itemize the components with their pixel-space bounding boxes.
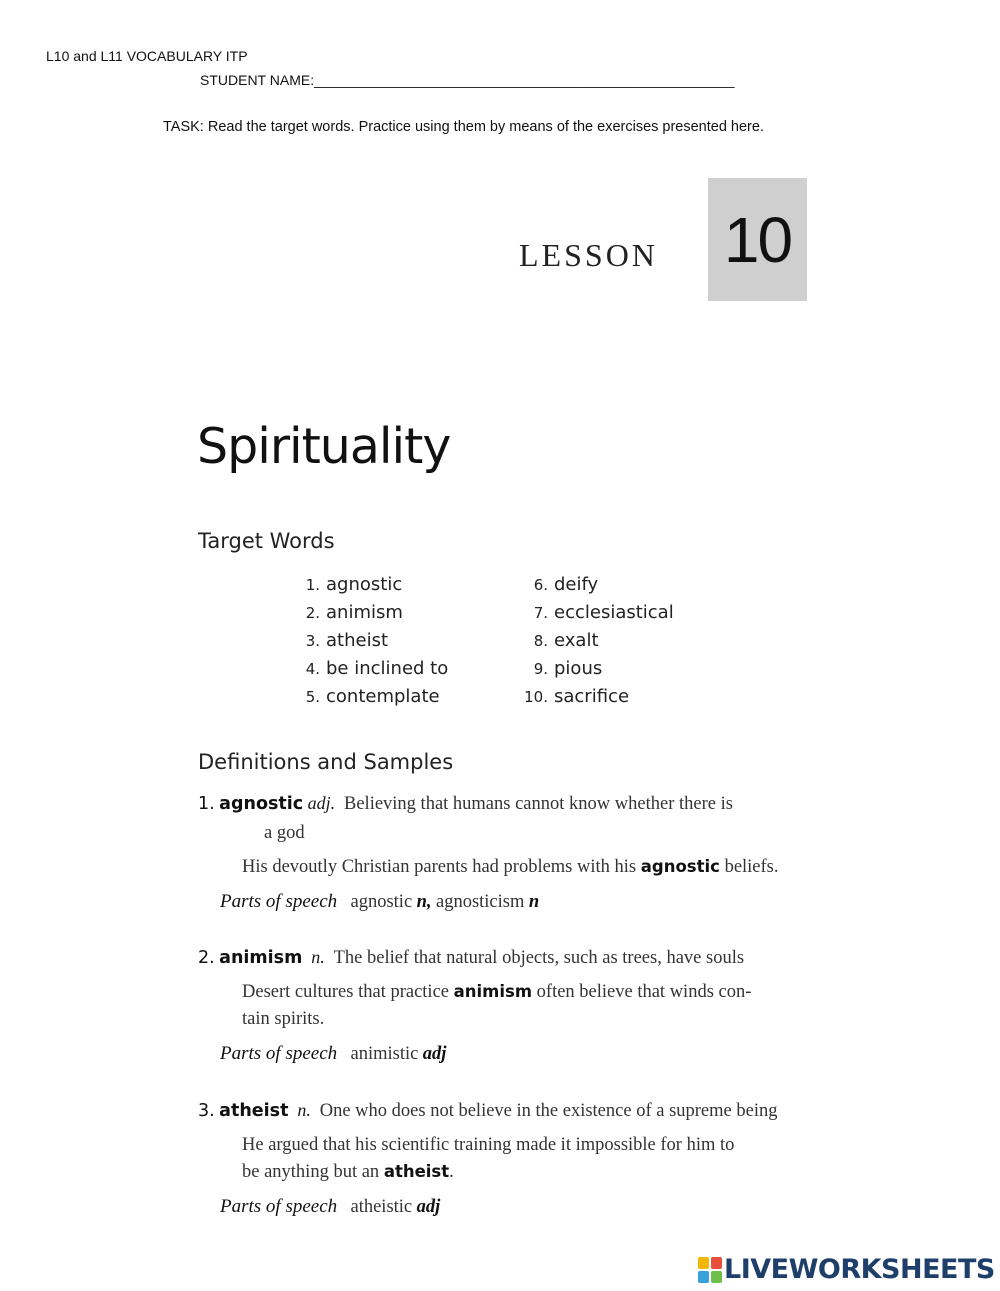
- lesson-number-box: [708, 178, 807, 301]
- liveworksheets-icon: [698, 1257, 722, 1283]
- entry-sample: He argued that his scientific training made it impossible for him to: [242, 1135, 735, 1155]
- entry-definition-continued: a god: [264, 823, 305, 843]
- definition-entry-2: 2. animism n. The belief that natural objects, such as trees, have souls: [198, 947, 745, 968]
- definition-entry-1: 1. agnostic adj. Believing that humans cannot know whether there is: [198, 793, 733, 814]
- course-title: L10 and L11 VOCABULARY ITP: [46, 48, 248, 64]
- liveworksheets-logo: [698, 1254, 995, 1285]
- target-word: atheist: [326, 630, 389, 651]
- target-word: pious: [554, 658, 603, 679]
- target-words-column-2: [520, 571, 674, 711]
- target-word-item: 8. exalt: [533, 630, 599, 651]
- entry-sample: Desert cultures that practice animism often believe that winds con-: [242, 982, 752, 1002]
- entry-word: animism: [219, 948, 303, 968]
- task-instructions: TASK: Read the target words. Practice using them by means of the exercises presented here.: [163, 119, 764, 135]
- target-word: exalt: [554, 630, 599, 651]
- target-word: contemplate: [326, 686, 440, 707]
- target-word: be inclined to: [326, 658, 449, 679]
- entry-word: agnostic: [219, 794, 304, 814]
- definitions-heading: Definitions and Samples: [198, 750, 454, 774]
- target-word-item: 2. animism: [305, 602, 403, 623]
- lesson-label: LESSON: [519, 237, 658, 273]
- target-word-item: 9. pious: [533, 658, 603, 679]
- parts-of-speech: Parts of speech atheistic adj: [220, 1196, 441, 1217]
- target-word-item: 10. sacrifice: [524, 686, 630, 707]
- entry-definition: The belief that natural objects, such as trees, have souls: [333, 948, 745, 968]
- target-word: animism: [326, 602, 403, 623]
- target-word: ecclesiastical: [554, 602, 674, 623]
- parts-of-speech: Parts of speech agnostic n, agnosticism n: [220, 891, 540, 912]
- page-title: Spirituality: [197, 418, 451, 475]
- entry-definition: Believing that humans cannot know whether there is: [344, 794, 733, 814]
- entry-sample-continued: tain spirits.: [242, 1009, 325, 1029]
- student-name-line: STUDENT NAME:______________________________________________________: [200, 72, 735, 88]
- target-word-item: 7. ecclesiastical: [533, 602, 674, 623]
- target-word: agnostic: [326, 574, 403, 595]
- entry-definition: One who does not believe in the existence of a supreme being: [319, 1101, 778, 1121]
- entry-pos: n.: [297, 1100, 311, 1120]
- definition-entry-3: 3. atheist n. One who does not believe in the existence of a supreme being: [198, 1100, 778, 1121]
- entry-sample-continued: be anything but an atheist.: [242, 1162, 454, 1182]
- target-word-item: 6. deify: [533, 574, 599, 595]
- entry-pos: n.: [311, 947, 325, 967]
- target-word-item: 3. atheist: [305, 630, 389, 651]
- target-words-column-1: [298, 571, 448, 711]
- brand-name: LIVEWORKSHEETS: [724, 1254, 995, 1285]
- lesson-number: 10: [723, 203, 792, 276]
- target-words-heading: Target Words: [198, 529, 335, 553]
- entry-word: atheist: [219, 1101, 289, 1121]
- target-word-item: 5. contemplate: [305, 686, 440, 707]
- target-word-item: 4. be inclined to: [305, 658, 449, 679]
- entry-pos: adj.: [307, 793, 336, 813]
- entry-sample: His devoutly Christian parents had problems with his agnostic beliefs.: [242, 857, 779, 877]
- target-word-item: 1. agnostic: [305, 574, 403, 595]
- target-word: sacrifice: [554, 686, 630, 707]
- target-word: deify: [554, 574, 599, 595]
- parts-of-speech: Parts of speech animistic adj: [220, 1043, 447, 1064]
